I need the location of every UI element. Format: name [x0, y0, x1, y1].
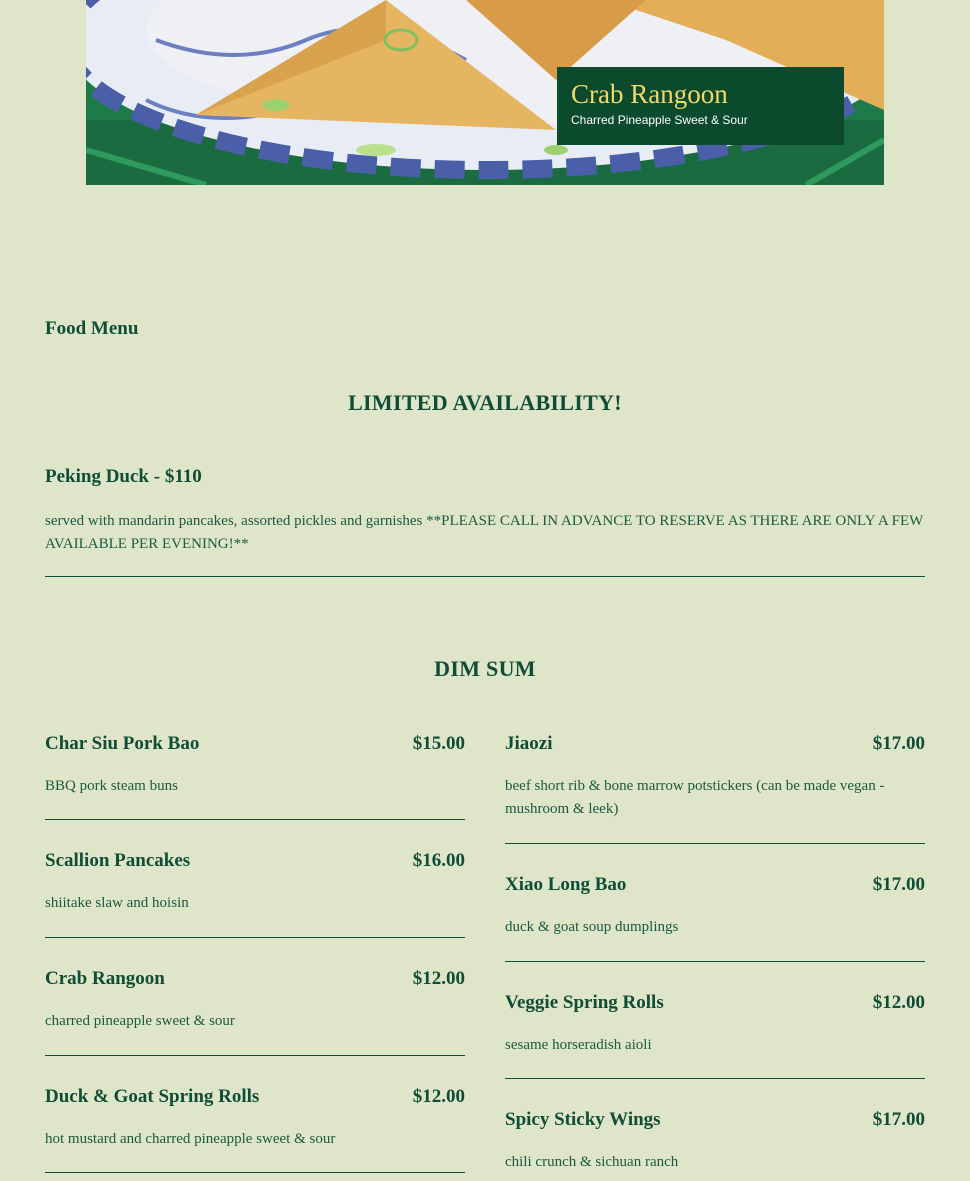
dim-sum-heading: DIM SUM — [434, 656, 536, 681]
menu-item-description: sesame horseradish aioli — [505, 1037, 652, 1053]
menu-item-description: BBQ pork steam buns — [45, 778, 178, 794]
menu-item-price: $17.00 — [872, 733, 925, 754]
menu-item-price: $17.00 — [872, 874, 925, 895]
menu-item-name: Crab Rangoon — [45, 968, 165, 989]
limited-availability-heading: LIMITED AVAILABILITY! — [348, 390, 622, 415]
menu-item-price: $16.00 — [412, 850, 465, 871]
feature-item-title: Peking Duck - $110 — [45, 466, 202, 487]
menu-item-description: shiitake slaw and hoisin — [45, 895, 189, 911]
divider — [45, 1172, 465, 1173]
menu-item-name: Xiao Long Bao — [505, 874, 627, 895]
divider — [45, 819, 465, 820]
menu-item-description: beef short rib & bone marrow potstickers (can be made vegan - mushroom & leek) — [505, 778, 885, 817]
menu-item-description: duck & goat soup dumplings — [505, 919, 679, 935]
menu-item-name: Spicy Sticky Wings — [505, 1109, 661, 1130]
divider — [505, 961, 925, 962]
divider — [45, 1055, 465, 1056]
menu-item-price: $12.00 — [872, 992, 925, 1013]
divider — [505, 1078, 925, 1079]
divider — [45, 937, 465, 938]
menu-item-name: Scallion Pancakes — [45, 850, 191, 871]
food-menu-label: Food Menu — [45, 318, 139, 339]
menu-item-name: Veggie Spring Rolls — [505, 992, 664, 1013]
menu-item-price: $12.00 — [412, 968, 465, 989]
menu-item-name: Jiaozi — [505, 733, 553, 754]
menu-item-name: Duck & Goat Spring Rolls — [45, 1086, 260, 1107]
menu-item-name: Char Siu Pork Bao — [45, 733, 200, 754]
divider — [45, 576, 925, 577]
menu-item-price: $15.00 — [412, 733, 465, 754]
hero-subtitle: Charred Pineapple Sweet & Sour — [571, 113, 748, 127]
menu-item-description: charred pineapple sweet & sour — [45, 1013, 235, 1029]
menu-item-price: $12.00 — [412, 1086, 465, 1107]
hero-title: Crab Rangoon — [571, 79, 728, 109]
divider — [505, 843, 925, 844]
menu-item-description: chili crunch & sichuan ranch — [505, 1154, 679, 1170]
hero-caption — [557, 67, 844, 145]
feature-item — [45, 462, 925, 556]
feature-item-description: served with mandarin pancakes, assorted pickles and garnishes **PLEASE CALL IN ADVANCE TO RESERVE AS THERE ARE ONLY A FEW AVAILABLE PER EVENING!** — [45, 513, 924, 552]
menu-item-price: $17.00 — [872, 1109, 925, 1130]
hero-image — [86, 0, 884, 185]
menu-item-description: hot mustard and charred pineapple sweet & sour — [45, 1131, 336, 1147]
